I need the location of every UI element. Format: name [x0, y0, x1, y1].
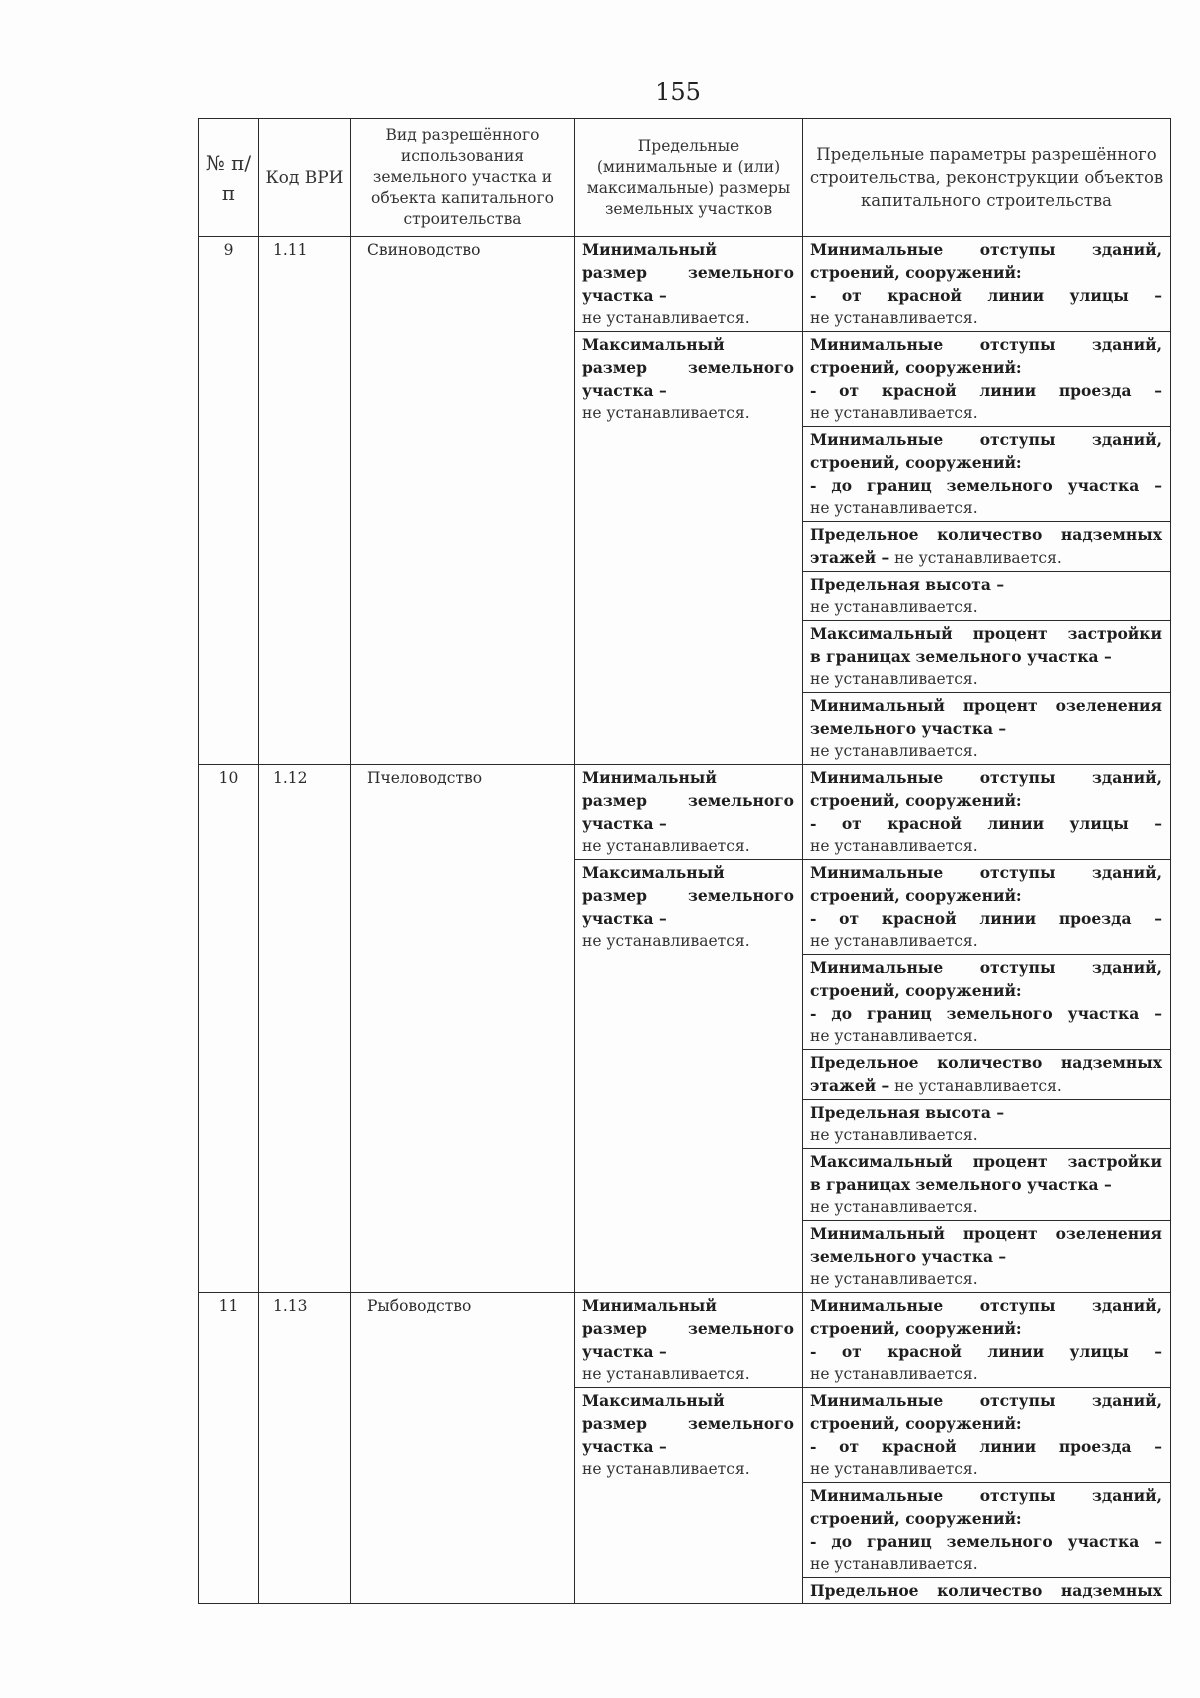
max-size-block: Максимальный размер земельного участка – не устанавливается.	[582, 335, 794, 422]
row-name: Пчеловодство	[351, 765, 575, 1293]
param-setback-boundary: Минимальные отступы зданий, строений, сооружений: - до границ земельного участка – не устанавливается.	[810, 958, 1162, 1045]
param-height: Предельная высота – не устанавливается.	[810, 575, 1005, 616]
row-code: 1.13	[259, 1293, 351, 1604]
page-number: 155	[655, 78, 701, 106]
param-setback-driveway: Минимальные отступы зданий, строений, сооружений: - от красной линии проезда – не устанавливается.	[810, 1391, 1162, 1478]
min-size-block: Минимальный размер земельного участка – не устанавливается.	[582, 768, 794, 855]
param-setback-driveway: Минимальные отступы зданий, строений, сооружений: - от красной линии проезда – не устанавливается.	[810, 335, 1162, 422]
row-sizes	[575, 237, 803, 765]
min-size-block: Минимальный размер земельного участка – не устанавливается.	[582, 240, 794, 327]
row-code: 1.11	[259, 237, 351, 765]
row-name: Свиноводство	[351, 237, 575, 765]
table-row	[199, 237, 1171, 765]
header-kind: Вид разрешённого использования земельного участка и объекта капитального строительства	[351, 119, 575, 237]
param-setback-street: Минимальные отступы зданий, строений, сооружений: - от красной линии улицы – не устанавливается.	[810, 768, 1162, 855]
param-max-coverage: Максимальный процент застройки в границах земельного участка – не устанавливается.	[810, 624, 1162, 688]
param-min-greenery: Минимальный процент озеленения земельного участка – не устанавливается.	[810, 1224, 1162, 1288]
row-number: 11	[199, 1293, 259, 1604]
param-setback-boundary: Минимальные отступы зданий, строений, сооружений: - до границ земельного участка – не устанавливается.	[810, 430, 1162, 517]
param-setback-street: Минимальные отступы зданий, строений, сооружений: - от красной линии улицы – не устанавливается.	[810, 1296, 1162, 1383]
param-height: Предельная высота – не устанавливается.	[810, 1103, 1005, 1144]
regulations-table	[198, 118, 1171, 1604]
row-number: 9	[199, 237, 259, 765]
row-number: 10	[199, 765, 259, 1293]
row-sizes	[575, 765, 803, 1293]
header-number: № п/п	[199, 119, 259, 237]
param-setback-driveway: Минимальные отступы зданий, строений, сооружений: - от красной линии проезда – не устанавливается.	[810, 863, 1162, 950]
param-setback-street: Минимальные отступы зданий, строений, сооружений: - от красной линии улицы – не устанавливается.	[810, 240, 1162, 327]
row-code: 1.12	[259, 765, 351, 1293]
param-max-coverage: Максимальный процент застройки в границах земельного участка – не устанавливается.	[810, 1152, 1162, 1216]
min-size-block: Минимальный размер земельного участка – не устанавливается.	[582, 1296, 794, 1383]
param-floors: Предельное количество надземных этажей – не устанавливается.	[810, 525, 1162, 567]
row-params	[803, 765, 1171, 1293]
header-code: Код ВРИ	[259, 119, 351, 237]
row-sizes	[575, 1293, 803, 1604]
param-setback-boundary: Минимальные отступы зданий, строений, сооружений: - до границ земельного участка – не устанавливается.	[810, 1486, 1162, 1573]
max-size-block: Максимальный размер земельного участка – не устанавливается.	[582, 863, 794, 950]
max-size-block: Максимальный размер земельного участка – не устанавливается.	[582, 1391, 794, 1478]
row-params	[803, 1293, 1171, 1604]
header-params: Предельные параметры разрешённого строительства, реконструкции объектов капитального строительства	[803, 119, 1171, 237]
param-min-greenery: Минимальный процент озеленения земельного участка – не устанавливается.	[810, 696, 1162, 760]
row-params	[803, 237, 1171, 765]
param-floors: Предельное количество надземных	[810, 1581, 1162, 1600]
table-header-row	[199, 119, 1171, 237]
row-name: Рыбоводство	[351, 1293, 575, 1604]
table-row	[199, 1293, 1171, 1604]
table-row	[199, 765, 1171, 1293]
header-sizes: Предельные (минимальные и (или) максимальные) размеры земельных участков	[575, 119, 803, 237]
param-floors: Предельное количество надземных этажей – не устанавливается.	[810, 1053, 1162, 1095]
